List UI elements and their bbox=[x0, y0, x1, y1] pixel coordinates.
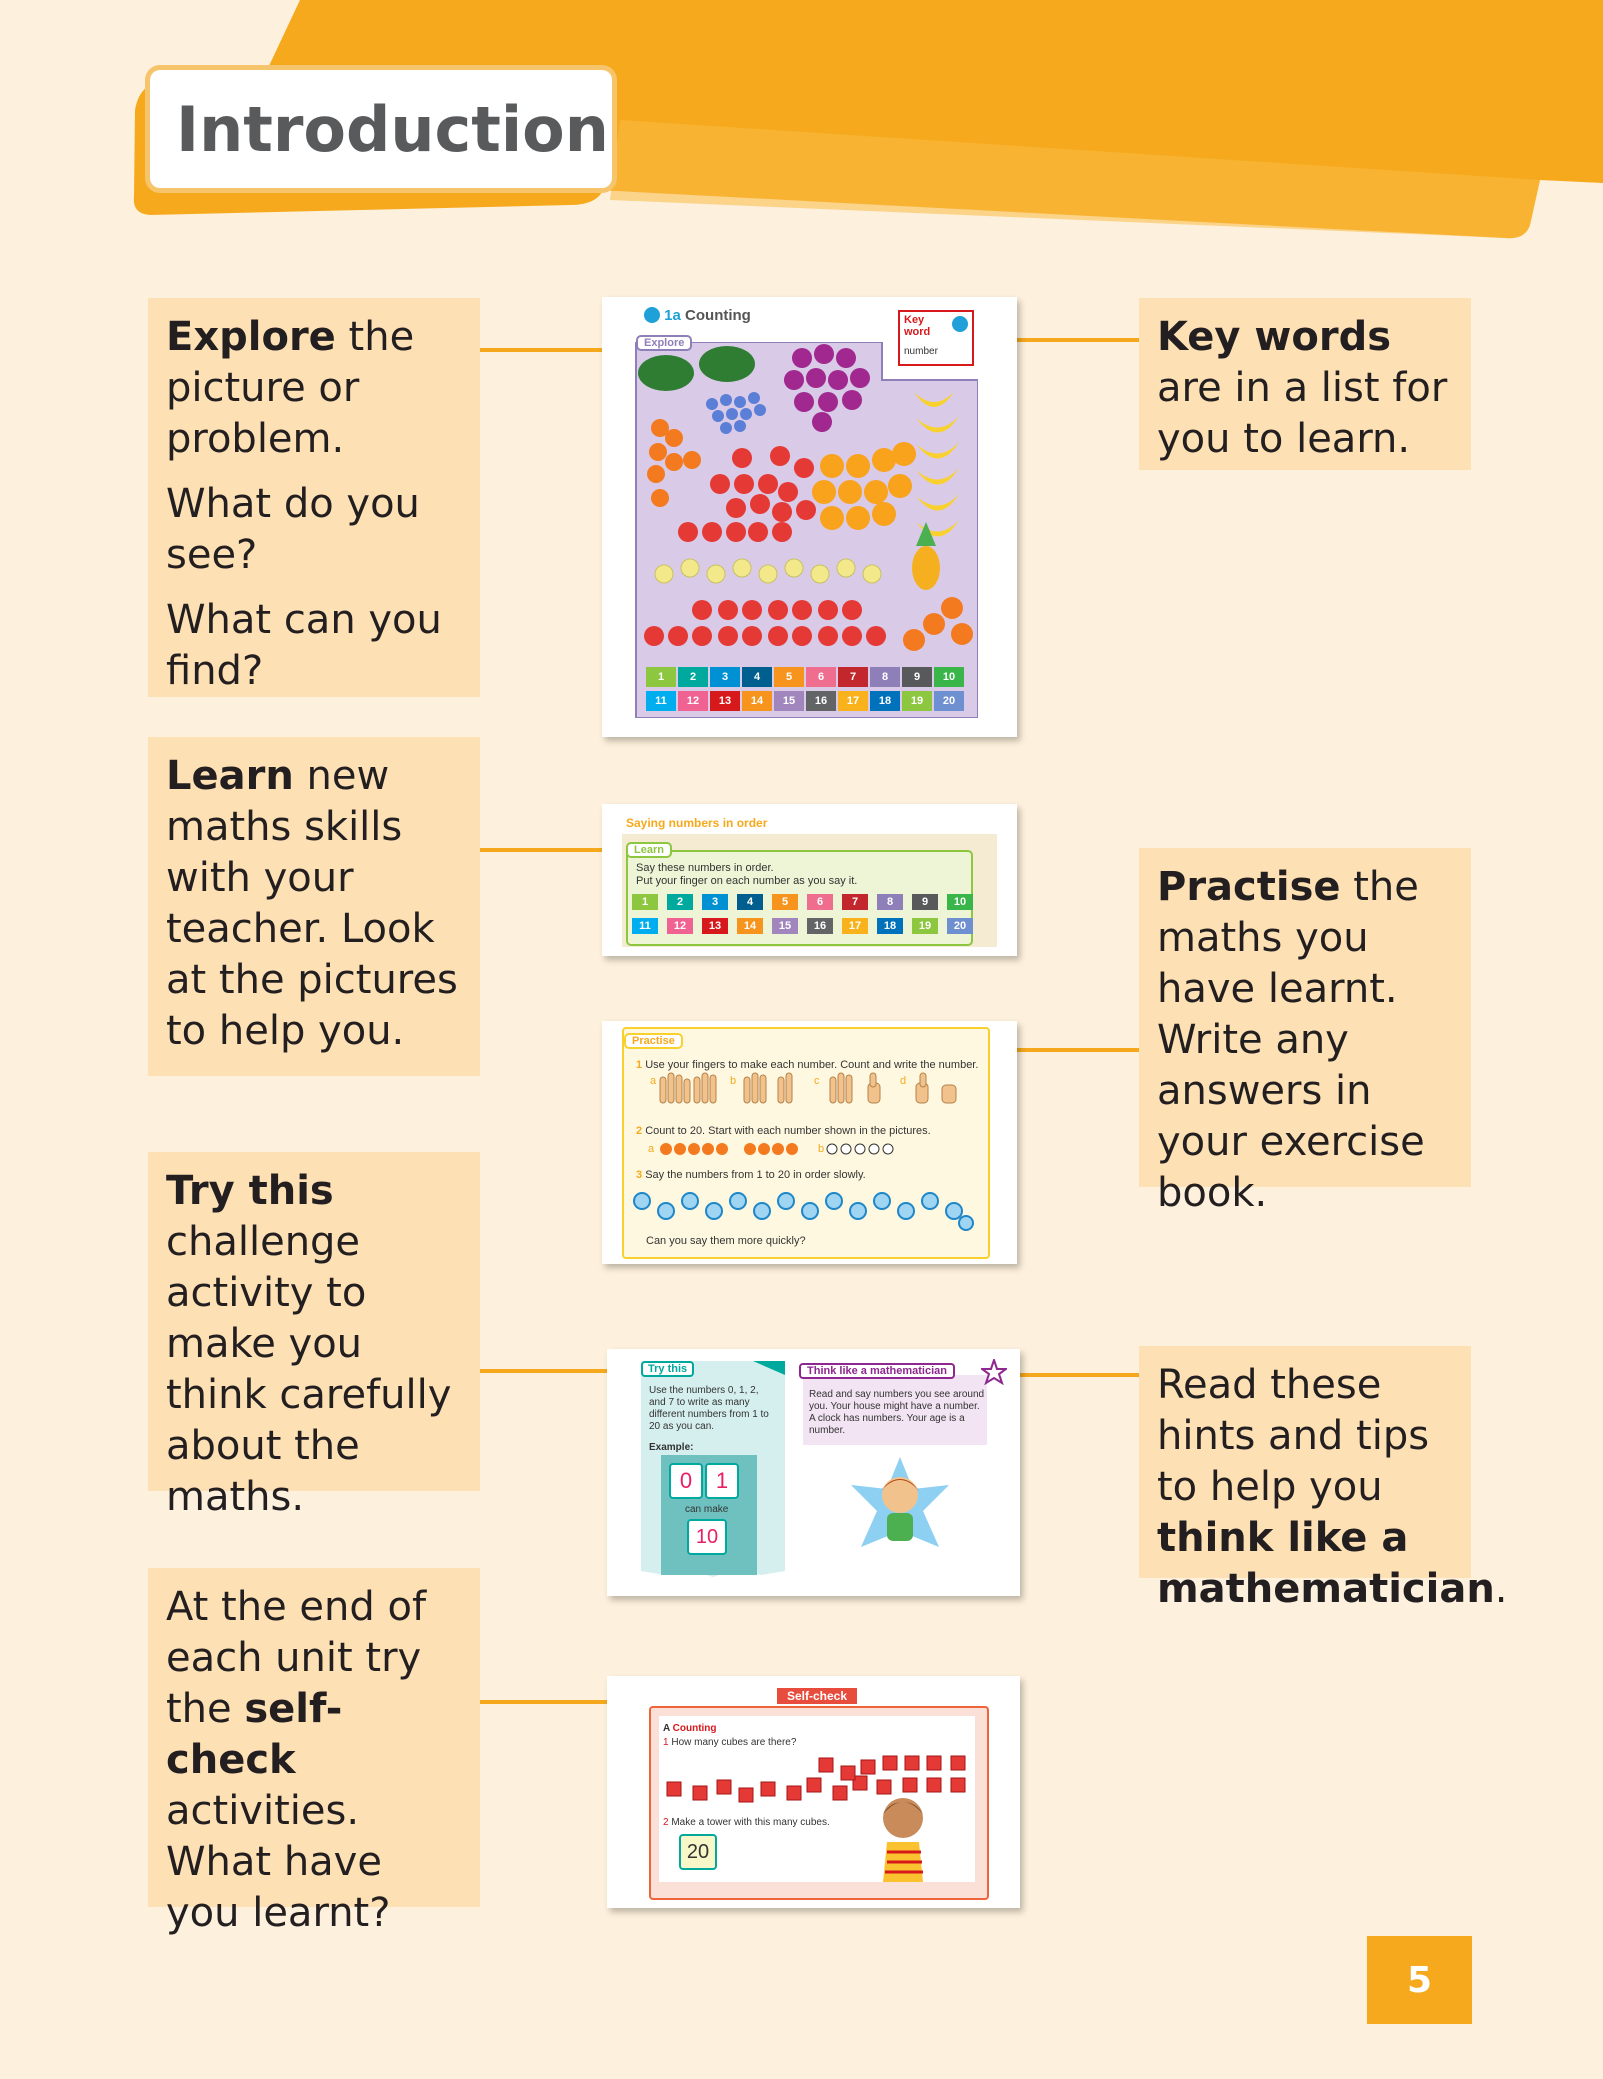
number-tile-7: 7 bbox=[842, 894, 868, 910]
number-tile-8: 8 bbox=[877, 894, 903, 910]
think-text: Read and say numbers you see around you. Your house might have a number. A clock has numbers. Your age is a number. bbox=[809, 1389, 985, 1436]
number-tile-5: 5 bbox=[774, 667, 804, 687]
callout-learn bbox=[148, 737, 480, 1076]
number-tile-14: 14 bbox=[742, 691, 772, 711]
connector-key-words bbox=[1017, 338, 1139, 342]
practise-q2-a: a bbox=[648, 1143, 655, 1155]
number-tile-1: 1 bbox=[646, 667, 676, 687]
number-tile-4: 4 bbox=[742, 667, 772, 687]
learn-line2: Put your finger on each number as you say it. bbox=[636, 875, 858, 887]
practise-q1-c: c bbox=[814, 1075, 820, 1087]
try-this-can-make: can make bbox=[685, 1504, 729, 1515]
number-tile-8: 8 bbox=[870, 667, 900, 687]
learn-line1: Say these numbers in order. bbox=[636, 862, 774, 874]
thumb-explore-unit: 1a bbox=[664, 307, 681, 324]
number-tile-16: 16 bbox=[807, 918, 833, 934]
number-tile-2: 2 bbox=[667, 894, 693, 910]
key-word-value: number bbox=[904, 346, 938, 357]
flowers-icon bbox=[632, 1189, 977, 1231]
callout-key-words-bold: Key words bbox=[1157, 314, 1392, 360]
number-tile-11: 11 bbox=[632, 918, 658, 934]
callout-key-words bbox=[1139, 298, 1471, 470]
callout-practise-text: the maths you have learnt. Write any answers in your exercise book. bbox=[1157, 864, 1425, 1216]
key-word-label2: word bbox=[904, 326, 931, 338]
practise-tab: Practise bbox=[624, 1033, 683, 1049]
think-title: Think like a mathematician bbox=[799, 1363, 955, 1379]
self-check-section-name: Counting bbox=[672, 1723, 717, 1734]
self-check-answer: 20 bbox=[679, 1834, 717, 1870]
self-check-tab: Self-check bbox=[777, 1688, 857, 1704]
callout-learn-text: new maths skills with your teacher. Look at the pictures to help you. bbox=[166, 753, 458, 1054]
self-check-q2 bbox=[663, 1816, 830, 1829]
callout-practise bbox=[1139, 848, 1471, 1216]
number-tile-13: 13 bbox=[710, 691, 740, 711]
boy-avatar bbox=[869, 1792, 939, 1884]
number-tile-6: 6 bbox=[807, 894, 833, 910]
number-tile-12: 12 bbox=[678, 691, 708, 711]
number-tile-7: 7 bbox=[838, 667, 868, 687]
learn-heading: Saying numbers in order bbox=[626, 816, 768, 830]
number-tile-6: 6 bbox=[806, 667, 836, 687]
thumbnail-explore bbox=[602, 297, 1017, 737]
number-tile-11: 11 bbox=[646, 691, 676, 711]
self-check-q1-text: How many cubes are there? bbox=[671, 1737, 797, 1748]
practise-q1-d: d bbox=[900, 1075, 907, 1087]
connector-think bbox=[1020, 1373, 1139, 1377]
thumb-explore-heading: Counting bbox=[685, 307, 751, 324]
practise-q3-text: Say the numbers from 1 to 20 in order slowly. bbox=[645, 1169, 866, 1181]
thumbnail-practise bbox=[602, 1021, 1017, 1264]
callout-self-check-text1: At the end of each unit try the bbox=[166, 1584, 427, 1732]
explore-tab: Explore bbox=[636, 335, 692, 351]
self-check-q1 bbox=[663, 1736, 796, 1749]
page-number: 5 bbox=[1367, 1936, 1472, 2024]
callout-think-text1: Read these hints and tips to help you bbox=[1157, 1362, 1430, 1510]
thumbnail-learn bbox=[602, 804, 1017, 956]
child-avatar bbox=[841, 1455, 959, 1561]
page-title: Introduction bbox=[176, 92, 609, 166]
learn-tab: Learn bbox=[626, 842, 672, 858]
callout-try-bold: Try this bbox=[166, 1168, 334, 1214]
try-this-card-1: 1 bbox=[705, 1463, 739, 1499]
number-tile-18: 18 bbox=[877, 918, 903, 934]
callout-think-bold: think like a mathematician bbox=[1157, 1515, 1495, 1612]
explore-number-grid bbox=[602, 297, 1017, 737]
self-check-q2-text: Make a tower with this many cubes. bbox=[671, 1817, 830, 1828]
number-tile-19: 19 bbox=[902, 691, 932, 711]
callout-explore-question2: What can you find? bbox=[166, 597, 442, 694]
callout-key-words-text: are in a list for you to learn. bbox=[1157, 365, 1448, 462]
callout-explore-question1: What do you see? bbox=[166, 481, 420, 578]
key-word-label1: Key bbox=[904, 314, 925, 326]
connector-practise bbox=[1017, 1048, 1139, 1052]
number-tile-15: 15 bbox=[772, 918, 798, 934]
connector-explore bbox=[480, 348, 602, 352]
hands-icon bbox=[658, 1071, 988, 1113]
number-tile-10: 10 bbox=[934, 667, 964, 687]
practise-q1-b: b bbox=[730, 1075, 737, 1087]
practise-q1-num: 1 bbox=[636, 1059, 643, 1071]
number-tile-18: 18 bbox=[870, 691, 900, 711]
try-this-text: Use the numbers 0, 1, 2, and 7 to write as many different numbers from 1 to 20 as you can. bbox=[649, 1385, 769, 1432]
number-tile-3: 3 bbox=[710, 667, 740, 687]
practise-q2 bbox=[636, 1125, 931, 1138]
try-this-tab: Try this bbox=[641, 1361, 694, 1377]
callout-try-text: challenge activity to make you think carefully about the maths. bbox=[166, 1219, 452, 1520]
number-tile-17: 17 bbox=[838, 691, 868, 711]
self-check-letter: A bbox=[663, 1723, 670, 1734]
number-tile-19: 19 bbox=[912, 918, 938, 934]
number-tile-14: 14 bbox=[737, 918, 763, 934]
practise-q2-num: 2 bbox=[636, 1125, 643, 1137]
number-tile-3: 3 bbox=[702, 894, 728, 910]
callout-self-check-text2: activities. What have you learnt? bbox=[166, 1788, 391, 1936]
number-tile-9: 9 bbox=[902, 667, 932, 687]
callout-practise-bold: Practise bbox=[1157, 864, 1341, 910]
practise-q2-b: b bbox=[818, 1143, 825, 1155]
practise-q1-text: Use your fingers to make each number. Count and write the number. bbox=[645, 1059, 979, 1071]
connector-learn bbox=[480, 848, 602, 852]
thumbnail-self-check bbox=[607, 1676, 1020, 1908]
number-tile-16: 16 bbox=[806, 691, 836, 711]
number-tile-4: 4 bbox=[737, 894, 763, 910]
practise-q3 bbox=[636, 1169, 866, 1182]
number-tile-9: 9 bbox=[912, 894, 938, 910]
number-tile-1: 1 bbox=[632, 894, 658, 910]
self-check-q2-num: 2 bbox=[663, 1817, 669, 1828]
number-tile-5: 5 bbox=[772, 894, 798, 910]
callout-learn-bold: Learn bbox=[166, 753, 294, 799]
callout-try-this bbox=[148, 1152, 480, 1520]
try-this-card-0: 0 bbox=[669, 1463, 703, 1499]
number-tile-17: 17 bbox=[842, 918, 868, 934]
try-this-result: 10 bbox=[687, 1519, 727, 1555]
learn-number-grid bbox=[602, 804, 1017, 956]
number-tile-13: 13 bbox=[702, 918, 728, 934]
practise-q3-num: 3 bbox=[636, 1169, 643, 1181]
number-tile-20: 20 bbox=[947, 918, 973, 934]
connector-try-this bbox=[480, 1369, 608, 1373]
practise-q2-text: Count to 20. Start with each number shown in the pictures. bbox=[645, 1125, 931, 1137]
page-title-box bbox=[150, 70, 612, 188]
callout-self-check bbox=[148, 1568, 480, 1936]
number-tile-12: 12 bbox=[667, 918, 693, 934]
callout-self-check-bold: self-check bbox=[166, 1686, 343, 1783]
connector-self-check bbox=[480, 1700, 608, 1704]
callout-explore-text: the picture or problem. bbox=[166, 314, 415, 462]
practise-q3-end: Can you say them more quickly? bbox=[646, 1235, 806, 1247]
number-tile-20: 20 bbox=[934, 691, 964, 711]
number-tile-2: 2 bbox=[678, 667, 708, 687]
callout-think bbox=[1139, 1346, 1508, 1612]
self-check-q1-num: 1 bbox=[663, 1737, 669, 1748]
callout-explore bbox=[148, 298, 480, 697]
star-icon bbox=[981, 1359, 1007, 1385]
callout-think-text2: . bbox=[1494, 1566, 1508, 1612]
number-tile-15: 15 bbox=[774, 691, 804, 711]
thumbnail-try-this bbox=[607, 1349, 1020, 1596]
self-check-section bbox=[663, 1722, 717, 1735]
callout-explore-bold: Explore bbox=[166, 314, 336, 360]
try-this-example-label: Example: bbox=[649, 1442, 694, 1453]
practise-q1-a: a bbox=[650, 1075, 657, 1087]
number-tile-10: 10 bbox=[947, 894, 973, 910]
counters-icon bbox=[658, 1141, 898, 1157]
